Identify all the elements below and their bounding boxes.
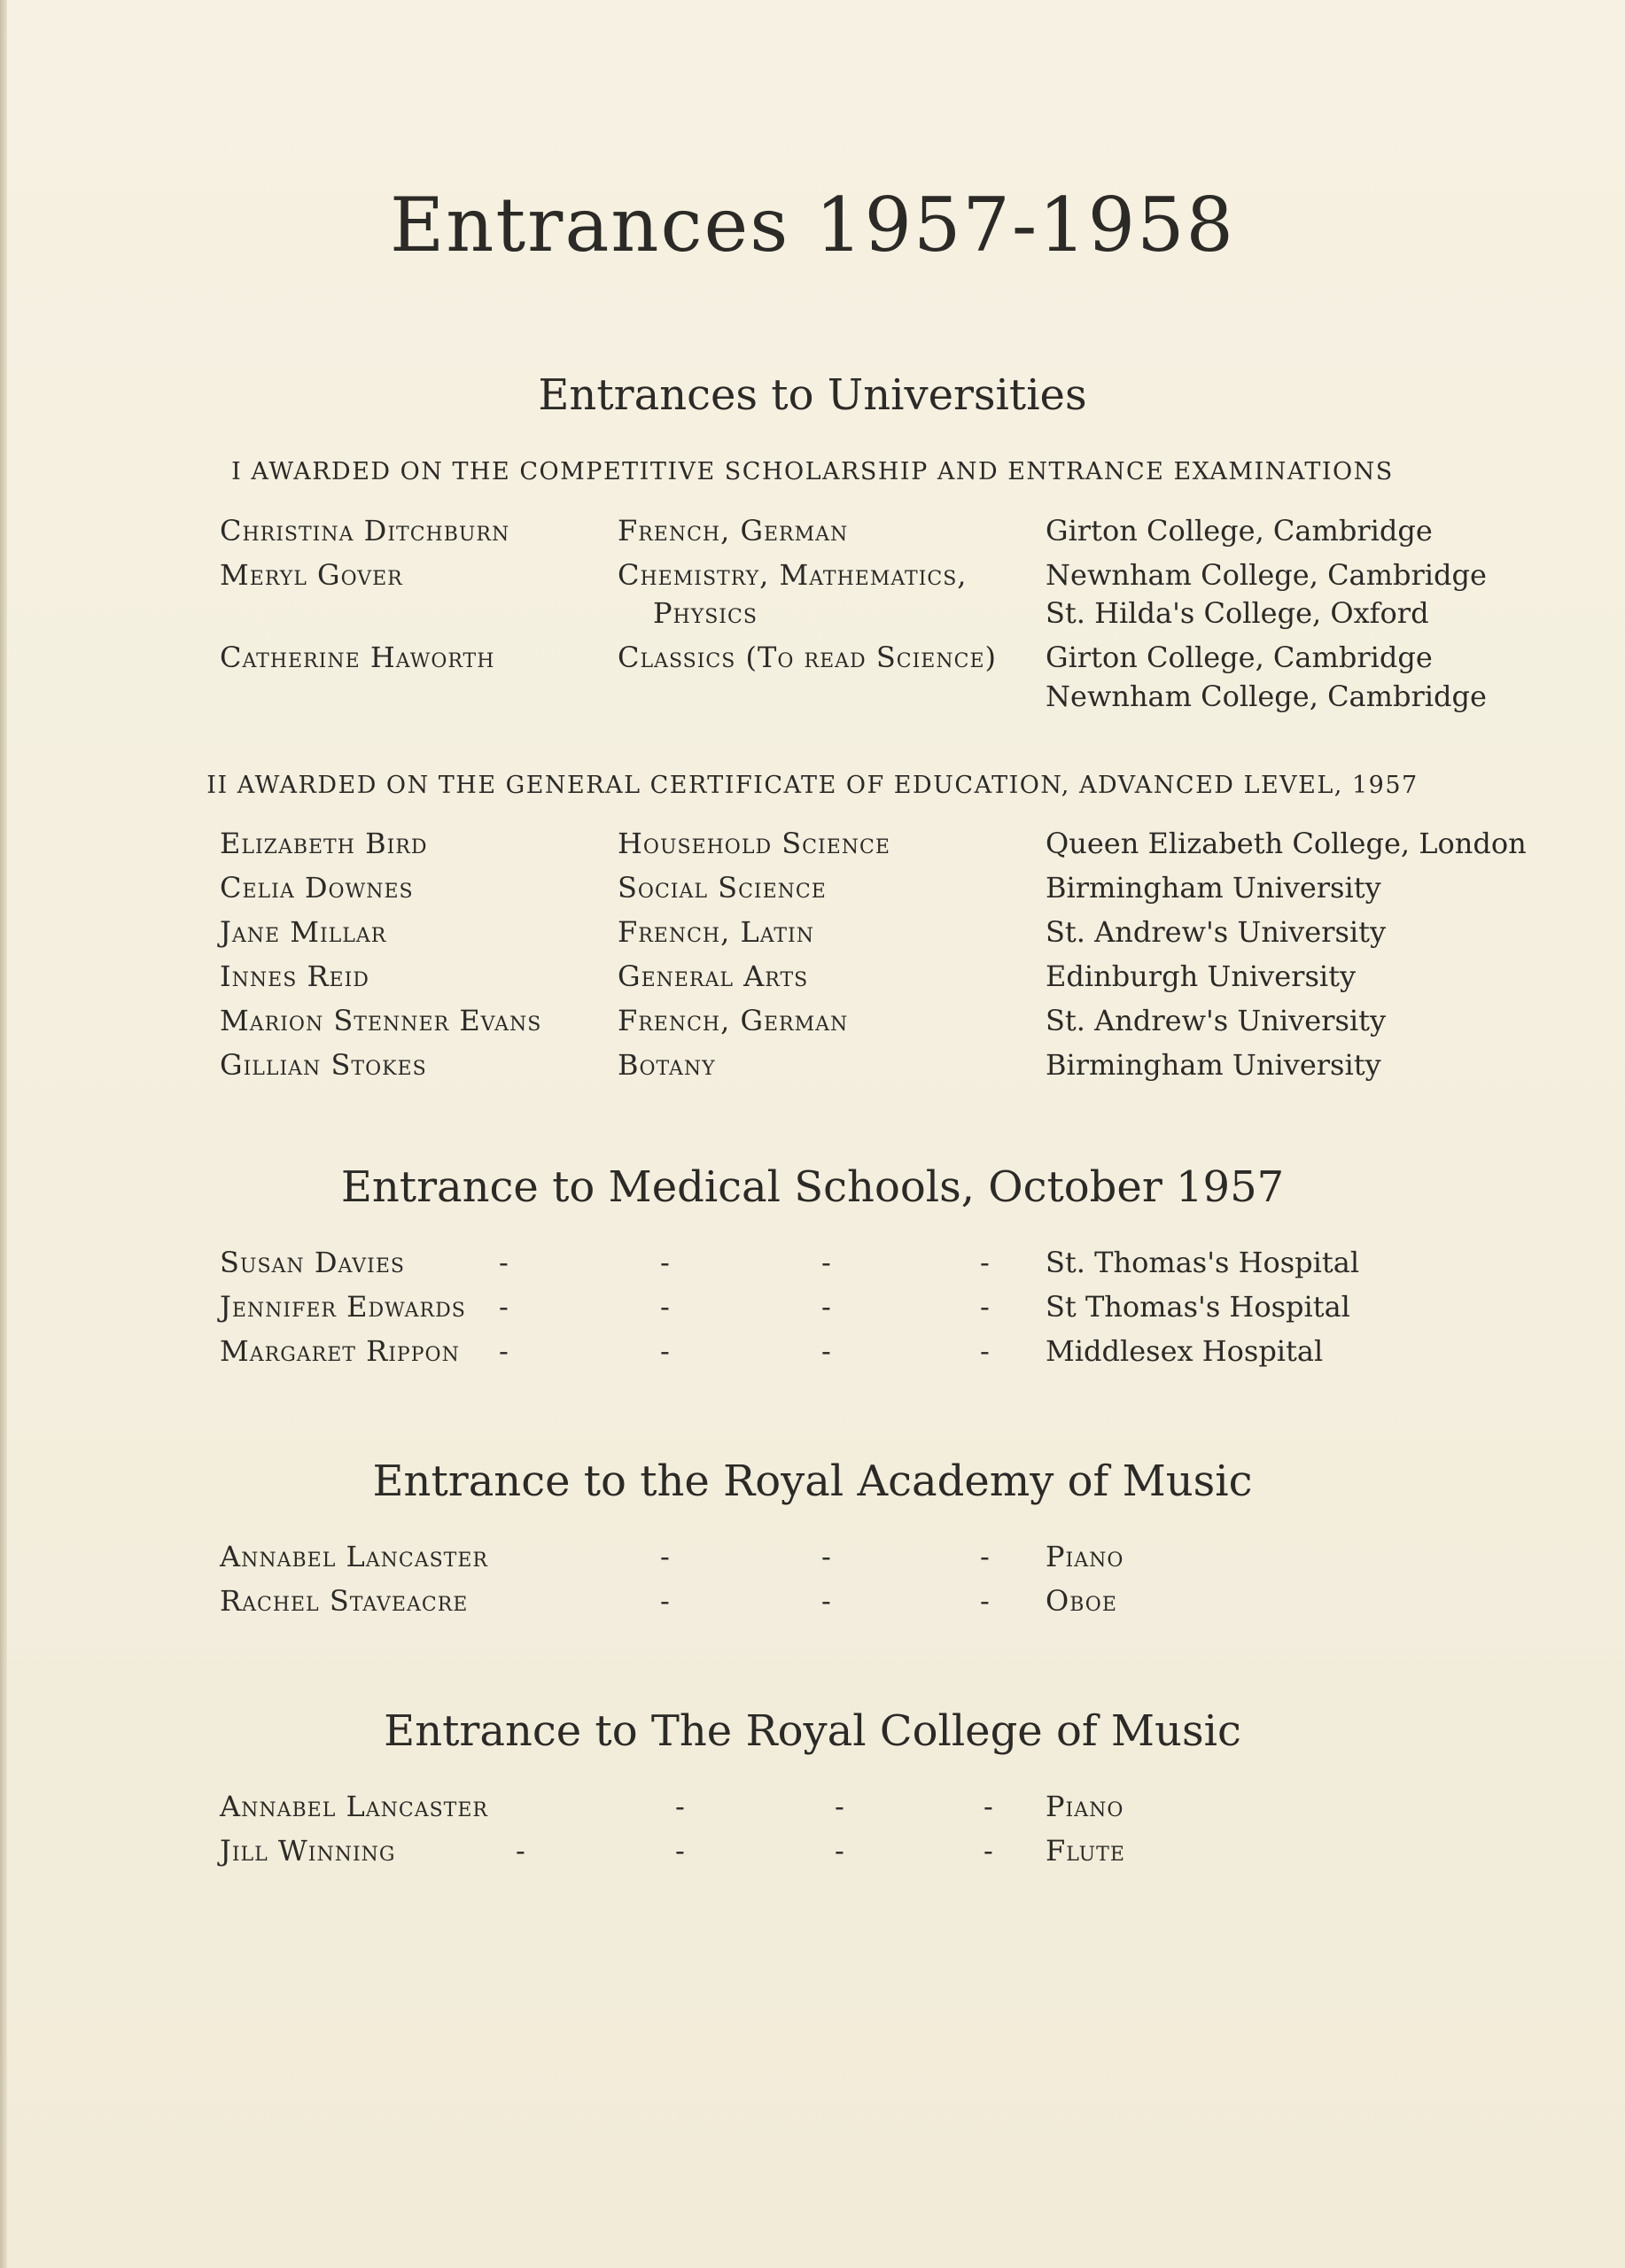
table-row (0, 915, 1625, 959)
leader-dash: - (660, 1334, 670, 1368)
student-name: Catherine Haworth (220, 641, 495, 674)
college: Edinburgh University (1046, 959, 1357, 993)
student-name: Margaret Rippon (220, 1334, 460, 1368)
leader-dash: - (675, 1834, 685, 1868)
college: Birmingham University (1046, 871, 1381, 905)
universities-heading: Entrances to Universities (538, 370, 1087, 420)
student-name: Annabel Lancaster (220, 1540, 488, 1573)
table-row (0, 1290, 1625, 1334)
leader-dash: - (835, 1834, 844, 1868)
table-row (0, 1790, 1625, 1834)
leader-dash: - (980, 1334, 990, 1368)
part2-label: II AWARDED ON THE GENERAL CERTIFICATE OF EDUCATION, ADVANCED LEVEL, 1957 (206, 772, 1419, 799)
leader-dash: - (835, 1790, 844, 1823)
paper-edge (0, 0, 7, 2268)
college: Girton College, Cambridge (1046, 641, 1433, 674)
college: St. Andrew's University (1046, 1004, 1387, 1037)
table-row (0, 1584, 1625, 1628)
instrument: Oboe (1046, 1584, 1117, 1618)
table-row (0, 1540, 1625, 1584)
instrument: Piano (1046, 1790, 1124, 1823)
hospital: St. Thomas's Hospital (1046, 1246, 1360, 1279)
leader-dash: - (984, 1834, 993, 1868)
college: Queen Elizabeth College, London (1046, 827, 1527, 860)
subject: French, German (618, 1004, 849, 1037)
college-music-heading: Entrance to The Royal College of Music (384, 1706, 1241, 1756)
leader-dash: - (821, 1290, 831, 1324)
academy-heading: Entrance to the Royal Academy of Music (372, 1456, 1253, 1506)
student-name: Jennifer Edwards (220, 1290, 466, 1324)
leader-dash: - (980, 1246, 990, 1279)
student-name: Meryl Gover (220, 558, 403, 592)
college: Girton College, Cambridge (1046, 514, 1433, 548)
table-row (0, 1048, 1625, 1092)
hospital: Middlesex Hospital (1046, 1334, 1324, 1368)
student-name: Christina Ditchburn (220, 514, 510, 548)
leader-dash: - (980, 1584, 990, 1618)
subject: Chemistry, Mathematics, (618, 558, 968, 592)
leader-dash: - (660, 1584, 670, 1618)
leader-dash: - (499, 1334, 509, 1368)
student-name: Elizabeth Bird (220, 827, 428, 860)
part1-label: I AWARDED ON THE COMPETITIVE SCHOLARSHIP AND ENTRANCE EXAMINATIONS (231, 458, 1394, 485)
leader-dash: - (984, 1790, 993, 1823)
student-name: Susan Davies (220, 1246, 406, 1279)
leader-dash: - (821, 1584, 831, 1618)
table-row (0, 871, 1625, 915)
table-row (0, 1004, 1625, 1048)
student-name: Gillian Stokes (220, 1048, 427, 1082)
subject: Classics (To read Science) (618, 641, 997, 674)
student-name: Jane Millar (220, 915, 387, 949)
table-row (0, 641, 1625, 685)
table-row (0, 827, 1625, 871)
leader-dash: - (675, 1790, 685, 1823)
college: Birmingham University (1046, 1048, 1381, 1082)
leader-dash: - (980, 1540, 990, 1573)
subject: Household Science (618, 827, 890, 860)
student-name: Innes Reid (220, 959, 369, 993)
hospital: St Thomas's Hospital (1046, 1290, 1350, 1324)
instrument: Piano (1046, 1540, 1124, 1573)
table-row (0, 1834, 1625, 1878)
leader-dash: - (660, 1290, 670, 1324)
student-name: Annabel Lancaster (220, 1790, 488, 1823)
leader-dash: - (499, 1290, 509, 1324)
student-name: Jill Winning (220, 1834, 396, 1868)
student-name: Rachel Staveacre (220, 1584, 469, 1618)
college: Newnham College, Cambridge (1046, 558, 1487, 592)
subject: French, Latin (618, 915, 814, 949)
subject: Social Science (618, 871, 827, 905)
student-name: Celia Downes (220, 871, 414, 905)
table-row (0, 680, 1625, 724)
leader-dash: - (660, 1246, 670, 1279)
college: St. Hilda's College, Oxford (1046, 596, 1429, 630)
table-row (0, 596, 1625, 641)
college: St. Andrew's University (1046, 915, 1387, 949)
leader-dash: - (499, 1246, 509, 1279)
medical-heading: Entrance to Medical Schools, October 1957 (340, 1162, 1285, 1212)
table-row (0, 514, 1625, 558)
table-row (0, 1334, 1625, 1379)
leader-dash: - (660, 1540, 670, 1573)
instrument: Flute (1046, 1834, 1125, 1868)
leader-dash: - (980, 1290, 990, 1324)
leader-dash: - (516, 1834, 525, 1868)
subject: French, German (618, 514, 849, 548)
leader-dash: - (821, 1246, 831, 1279)
page-title: Entrances 1957-1958 (389, 182, 1235, 268)
table-row (0, 1246, 1625, 1290)
subject: Botany (618, 1048, 716, 1082)
leader-dash: - (821, 1540, 831, 1573)
college: Newnham College, Cambridge (1046, 680, 1487, 713)
table-row (0, 959, 1625, 1004)
subject: General Arts (618, 959, 809, 993)
subject: Physics (653, 596, 758, 630)
student-name: Marion Stenner Evans (220, 1004, 542, 1037)
leader-dash: - (821, 1334, 831, 1368)
